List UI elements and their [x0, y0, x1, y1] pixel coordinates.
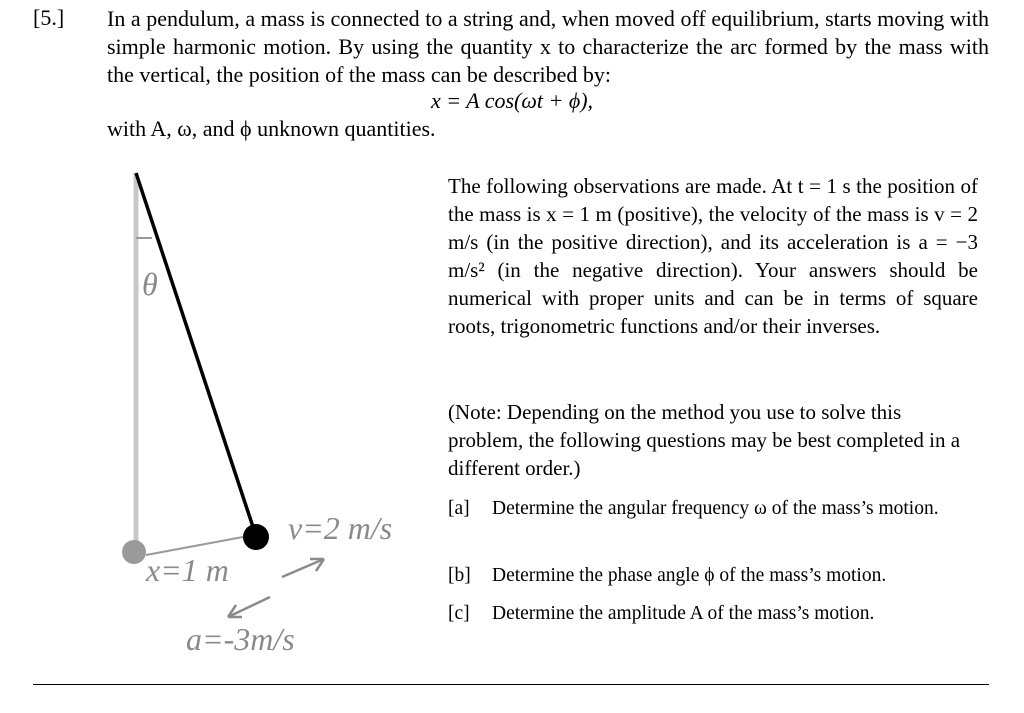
question-a-tag: [a] [448, 498, 470, 519]
observations-paragraph: The following observations are made. At t = 1 s the position of the mass is x = 1 m (positive), the velocity of the mass is v = 2 m/s (in the positive direction), and its acceleration is a = −3 m/s² (in the negative direction). Your answers should be numerical with proper units and can be in terms of square roots, trigonometric functions and/or their inverses. [448, 174, 978, 338]
velocity-label: v=2 m/s [288, 510, 393, 546]
question-b-tag: [b] [448, 565, 471, 586]
unknowns-line: with A, ω, and ϕ unknown quantities. [107, 116, 436, 141]
position-equation: x = A cos(ωt + ϕ), [430, 88, 594, 113]
question-b-text: Determine the phase angle ϕ of the mass’s motion. [492, 565, 887, 586]
problem-number: [5.] [33, 5, 65, 30]
note-paragraph: (Note: Depending on the method you use to solve this problem, the following questions may be best completed in a different order.) [448, 400, 961, 480]
pendulum-figure [110, 165, 430, 665]
position-label: x=1 m [146, 552, 229, 588]
acceleration-label: a=-3m/s [186, 621, 295, 657]
bottom-divider [33, 684, 989, 685]
theta-label: θ [142, 266, 158, 302]
intro-text: In a pendulum, a mass is connected to a string and, when moved off equilibrium, starts moving with simple harmonic motion. By using the quantity x to characterize the arc formed by the mass with the vertical, the position of the mass can be described by: [107, 6, 989, 87]
question-c-tag: [c] [448, 603, 470, 624]
pendulum-string [136, 173, 255, 533]
question-c-text: Determine the amplitude A of the mass’s motion. [492, 603, 875, 624]
equilibrium-mass [122, 540, 146, 564]
problem-intro [107, 5, 989, 89]
displaced-mass [243, 524, 269, 550]
question-a-text: Determine the angular frequency ω of the mass’s motion. [492, 498, 939, 519]
